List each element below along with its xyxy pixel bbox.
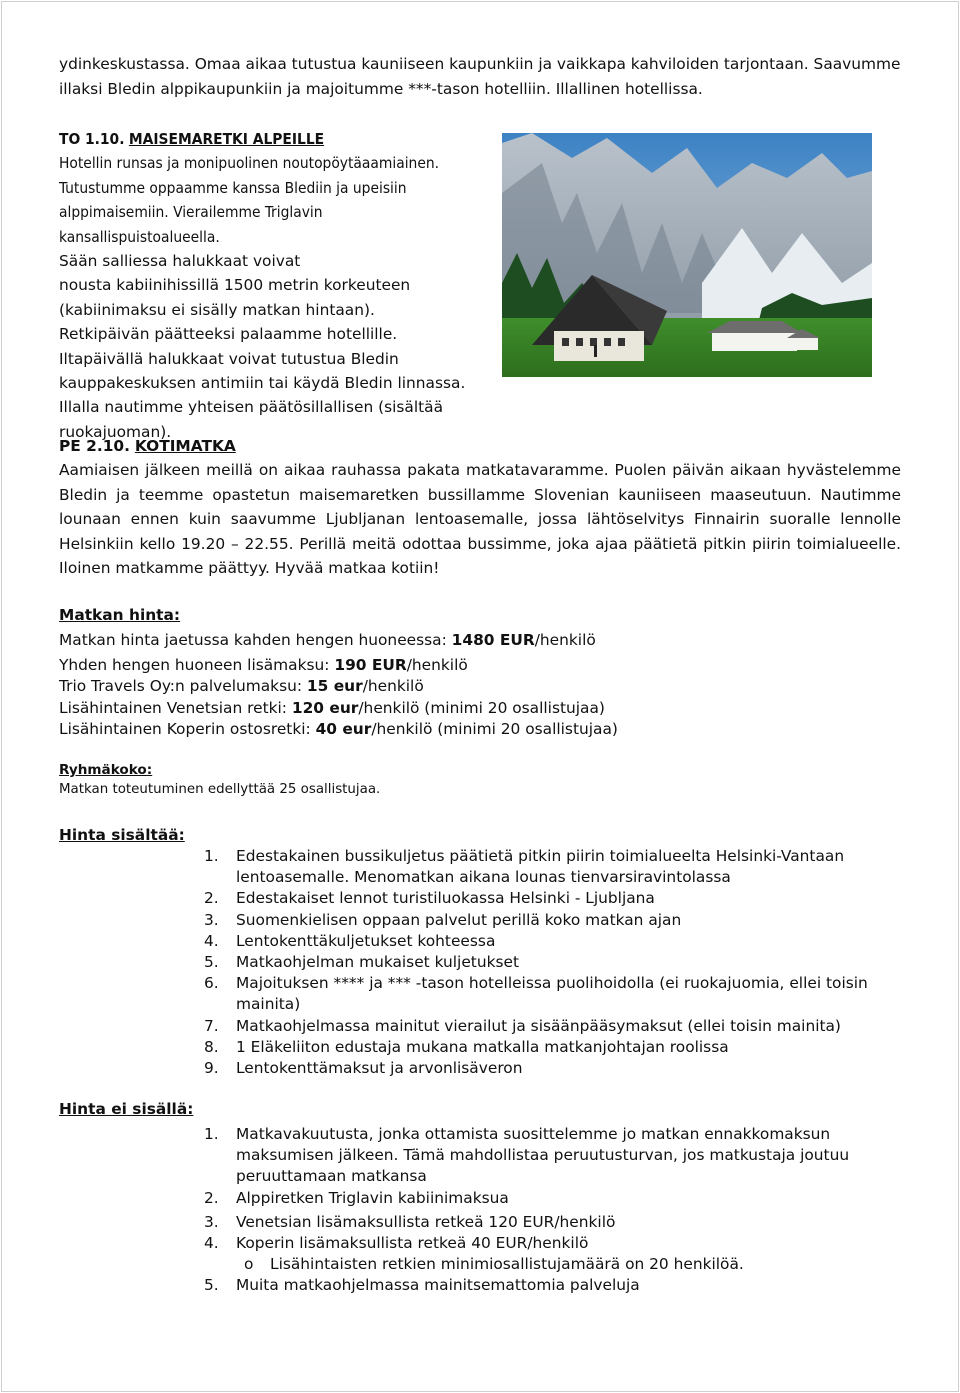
- price-label: Matkan hinta jaetussa kahden hengen huoneessa:: [59, 631, 452, 649]
- day-thursday-line: kansallispuistoalueella.: [59, 227, 220, 246]
- day-thursday-line: ruokajuoman).: [59, 422, 172, 441]
- includes-item-number: 9.: [204, 1059, 219, 1078]
- includes-item-number: 3.: [204, 910, 219, 929]
- day-friday-line: Iloinen matkamme päättyy. Hyvää matkaa kotiin!: [59, 559, 440, 578]
- price-row: [59, 698, 618, 720]
- includes-item-number: 5.: [204, 953, 219, 972]
- excludes-title: Hinta ei sisällä:: [59, 1100, 194, 1118]
- day-thursday-line: Hotellin runsas ja monipuolinen noutopöytäaamiainen.: [59, 154, 440, 173]
- sub-bullet-icon: o: [244, 1255, 254, 1274]
- excludes-item: [204, 1212, 849, 1233]
- price-amount: 40 eur: [315, 720, 372, 738]
- day-friday-paragraph: [59, 458, 901, 581]
- group-size-title: Ryhmäkoko:: [59, 762, 153, 778]
- intro-line-1: ydinkeskustassa. Omaa aikaa tutustua kauniiseen kaupunkiin ja vaikkapa kahviloiden tarjontaan. Saavumme: [59, 55, 901, 73]
- price-list: [59, 630, 618, 741]
- alpine-landscape-photo: [502, 133, 872, 377]
- includes-item: [204, 888, 868, 909]
- day-friday-line: Aamiaisen jälkeen meillä on aikaa rauhassa pakata matkatavaramme. Puolen päivän aikaan hyvästelemme: [59, 461, 901, 479]
- day-friday-title: KOTIMATKA: [134, 437, 236, 455]
- price-amount: 15 eur: [306, 677, 363, 695]
- excludes-item-text: Muita matkaohjelmassa mainitsemattomia palveluja: [236, 1276, 640, 1295]
- day-thursday-line: Sään salliessa halukkaat voivat: [59, 252, 301, 271]
- includes-item: [204, 952, 868, 973]
- excludes-item-text: maksumisen jälkeen. Tämä mahdollistaa peruutusturvan, jos matkustaja joutuu: [236, 1146, 850, 1165]
- day-thursday-line: kauppakeskuksen antimiin tai käydä Bledin linnassa.: [59, 374, 466, 393]
- day-thursday-section: [59, 127, 509, 444]
- day-thursday-line: (kabiinimaksu ei sisälly matkan hintaan).: [59, 300, 375, 319]
- includes-item-text: Lentokenttäkuljetukset kohteessa: [236, 931, 496, 950]
- includes-item: [204, 1037, 868, 1058]
- day-friday-line: lounaan ennen kuin saavumme Ljubljanan lentoasemalle, jossa lähtöselvitys Finnairin suoralle lennolle: [59, 510, 901, 529]
- excludes-item: [204, 1233, 849, 1275]
- includes-item: [204, 1016, 868, 1037]
- day-thursday-line: nousta kabiinihissillä 1500 metrin korkeuteen: [59, 276, 411, 295]
- day-thursday-heading: [59, 127, 509, 151]
- includes-item-text: Suomenkielisen oppaan palvelut perillä koko matkan ajan: [236, 910, 682, 929]
- excludes-item-text: Matkavakuutusta, jonka ottamista suosittelemme jo matkan ennakkomaksun: [236, 1125, 831, 1143]
- includes-item: [204, 1058, 868, 1079]
- day-thursday-line: Retkipäivän päätteeksi palaamme hotellille.: [59, 325, 398, 344]
- price-amount: 1480 EUR: [451, 631, 535, 649]
- price-row: [59, 676, 618, 698]
- excludes-sub-item-text: Lisähintaisten retkien minimiosallistujamäärä on 20 henkilöä.: [270, 1255, 744, 1274]
- day-thursday-date: TO 1.10.: [59, 130, 125, 148]
- excludes-item-text: Koperin lisämaksullista retkeä 40 EUR/henkilö: [236, 1234, 589, 1253]
- price-suffix: /henkilö (minimi 20 osallistujaa): [358, 698, 605, 717]
- day-friday-heading: [59, 436, 236, 457]
- includes-item: [204, 931, 868, 952]
- price-row: [59, 630, 618, 652]
- includes-item: [204, 910, 868, 931]
- intro-paragraph: [59, 52, 901, 102]
- includes-item-number: 7.: [204, 1016, 219, 1035]
- day-thursday-line: Iltapäivällä halukkaat voivat tutustua Bledin: [59, 349, 399, 368]
- includes-item-text: Edestakaiset lennot turistiluokassa Helsinki - Ljubljana: [236, 889, 655, 908]
- excludes-item-number: 1.: [204, 1125, 219, 1143]
- day-thursday-line: alppimaisemiin. Vierailemme Triglavin: [59, 203, 323, 222]
- includes-item: [204, 846, 868, 888]
- includes-item-text: Majoituksen **** ja *** -tason hotelleissa puolihoidolla (ei ruokajuomia, ellei toisin: [236, 974, 868, 993]
- price-label: Trio Travels Oy:n palvelumaksu:: [59, 677, 307, 695]
- includes-item-number: 8.: [204, 1037, 219, 1056]
- price-title: Matkan hinta:: [59, 606, 181, 624]
- price-row: [59, 655, 618, 677]
- day-thursday-line: Tutustumme oppaamme kanssa Blediin ja upeisiin: [59, 178, 407, 197]
- price-label: Lisähintainen Venetsian retki:: [59, 698, 292, 717]
- includes-item-text: Edestakainen bussikuljetus päätietä pitkin piirin toimialueelta Helsinki-Vantaan: [236, 847, 845, 865]
- includes-item-text: 1 Eläkeliiton edustaja mukana matkalla matkanjohtajan roolissa: [236, 1037, 729, 1056]
- includes-title: Hinta sisältää:: [59, 826, 185, 844]
- price-row: [59, 719, 618, 741]
- day-friday-line: Helsinkiin kello 19.20 – 22.55. Perillä meitä odottaa bussimme, joka ajaa päätietä pitkin piirin toimialueelle.: [59, 534, 901, 553]
- includes-item-number: 4.: [204, 931, 219, 950]
- price-suffix: /henkilö (minimi 20 osallistujaa): [371, 720, 618, 738]
- excludes-sub-item: [236, 1254, 849, 1275]
- intro-line-2: illaksi Bledin alppikaupunkiin ja majoitumme ***-tason hotelliin. Illallinen hotellissa.: [59, 80, 703, 98]
- includes-item-text: Matkaohjelmassa mainitut vierailut ja sisäänpääsymaksut (ellei toisin mainita): [236, 1016, 841, 1035]
- group-size-text: Matkan toteutuminen edellyttää 25 osallistujaa.: [59, 782, 381, 797]
- day-friday-line: Bledin ja teemme opastetun maisemaretken bussillamme Slovenian kauniiseen maaseutuun. Nautimme: [59, 485, 901, 504]
- excludes-item-number: 2.: [204, 1188, 219, 1207]
- includes-item-number: 6.: [204, 974, 219, 993]
- alpine-landscape-illustration: [502, 133, 872, 377]
- includes-list: [204, 846, 868, 1079]
- includes-item-number: 1.: [204, 847, 219, 865]
- day-friday-date: PE 2.10.: [59, 437, 130, 455]
- excludes-item-text: Alppiretken Triglavin kabiinimaksua: [236, 1188, 509, 1207]
- price-amount: 190 EUR: [334, 655, 407, 674]
- price-label: Lisähintainen Koperin ostosretki:: [59, 720, 316, 738]
- excludes-item-text: Venetsian lisämaksullista retkeä 120 EUR/henkilö: [236, 1212, 616, 1231]
- excludes-item: [204, 1275, 849, 1296]
- price-label: Yhden hengen huoneen lisämaksu:: [59, 655, 335, 674]
- price-suffix: /henkilö: [534, 631, 596, 649]
- price-suffix: /henkilö: [362, 677, 424, 695]
- price-amount: 120 eur: [291, 698, 359, 717]
- includes-item-number: 2.: [204, 889, 219, 908]
- day-thursday-line: Illalla nautimme yhteisen päätösillallisen (sisältää: [59, 398, 444, 417]
- price-suffix: /henkilö: [406, 655, 468, 674]
- includes-item-text: lentoasemalle. Menomatkan aikana lounas tienvarsiravintolassa: [236, 868, 731, 887]
- excludes-list: [204, 1124, 849, 1297]
- includes-item-text: mainita): [236, 995, 301, 1014]
- includes-item: [204, 973, 868, 1015]
- excludes-item-number: 4.: [204, 1234, 219, 1253]
- excludes-item-number: 5.: [204, 1276, 219, 1295]
- includes-item-text: Matkaohjelman mukaiset kuljetukset: [236, 953, 520, 972]
- day-thursday-title: MAISEMARETKI ALPEILLE: [128, 130, 325, 148]
- excludes-item: [204, 1124, 849, 1188]
- excludes-item-number: 3.: [204, 1212, 219, 1231]
- excludes-item-text: peruuttamaan matkansa: [236, 1167, 427, 1186]
- includes-item-text: Lentokenttämaksut ja arvonlisäveron: [236, 1059, 523, 1078]
- excludes-item: [204, 1188, 849, 1209]
